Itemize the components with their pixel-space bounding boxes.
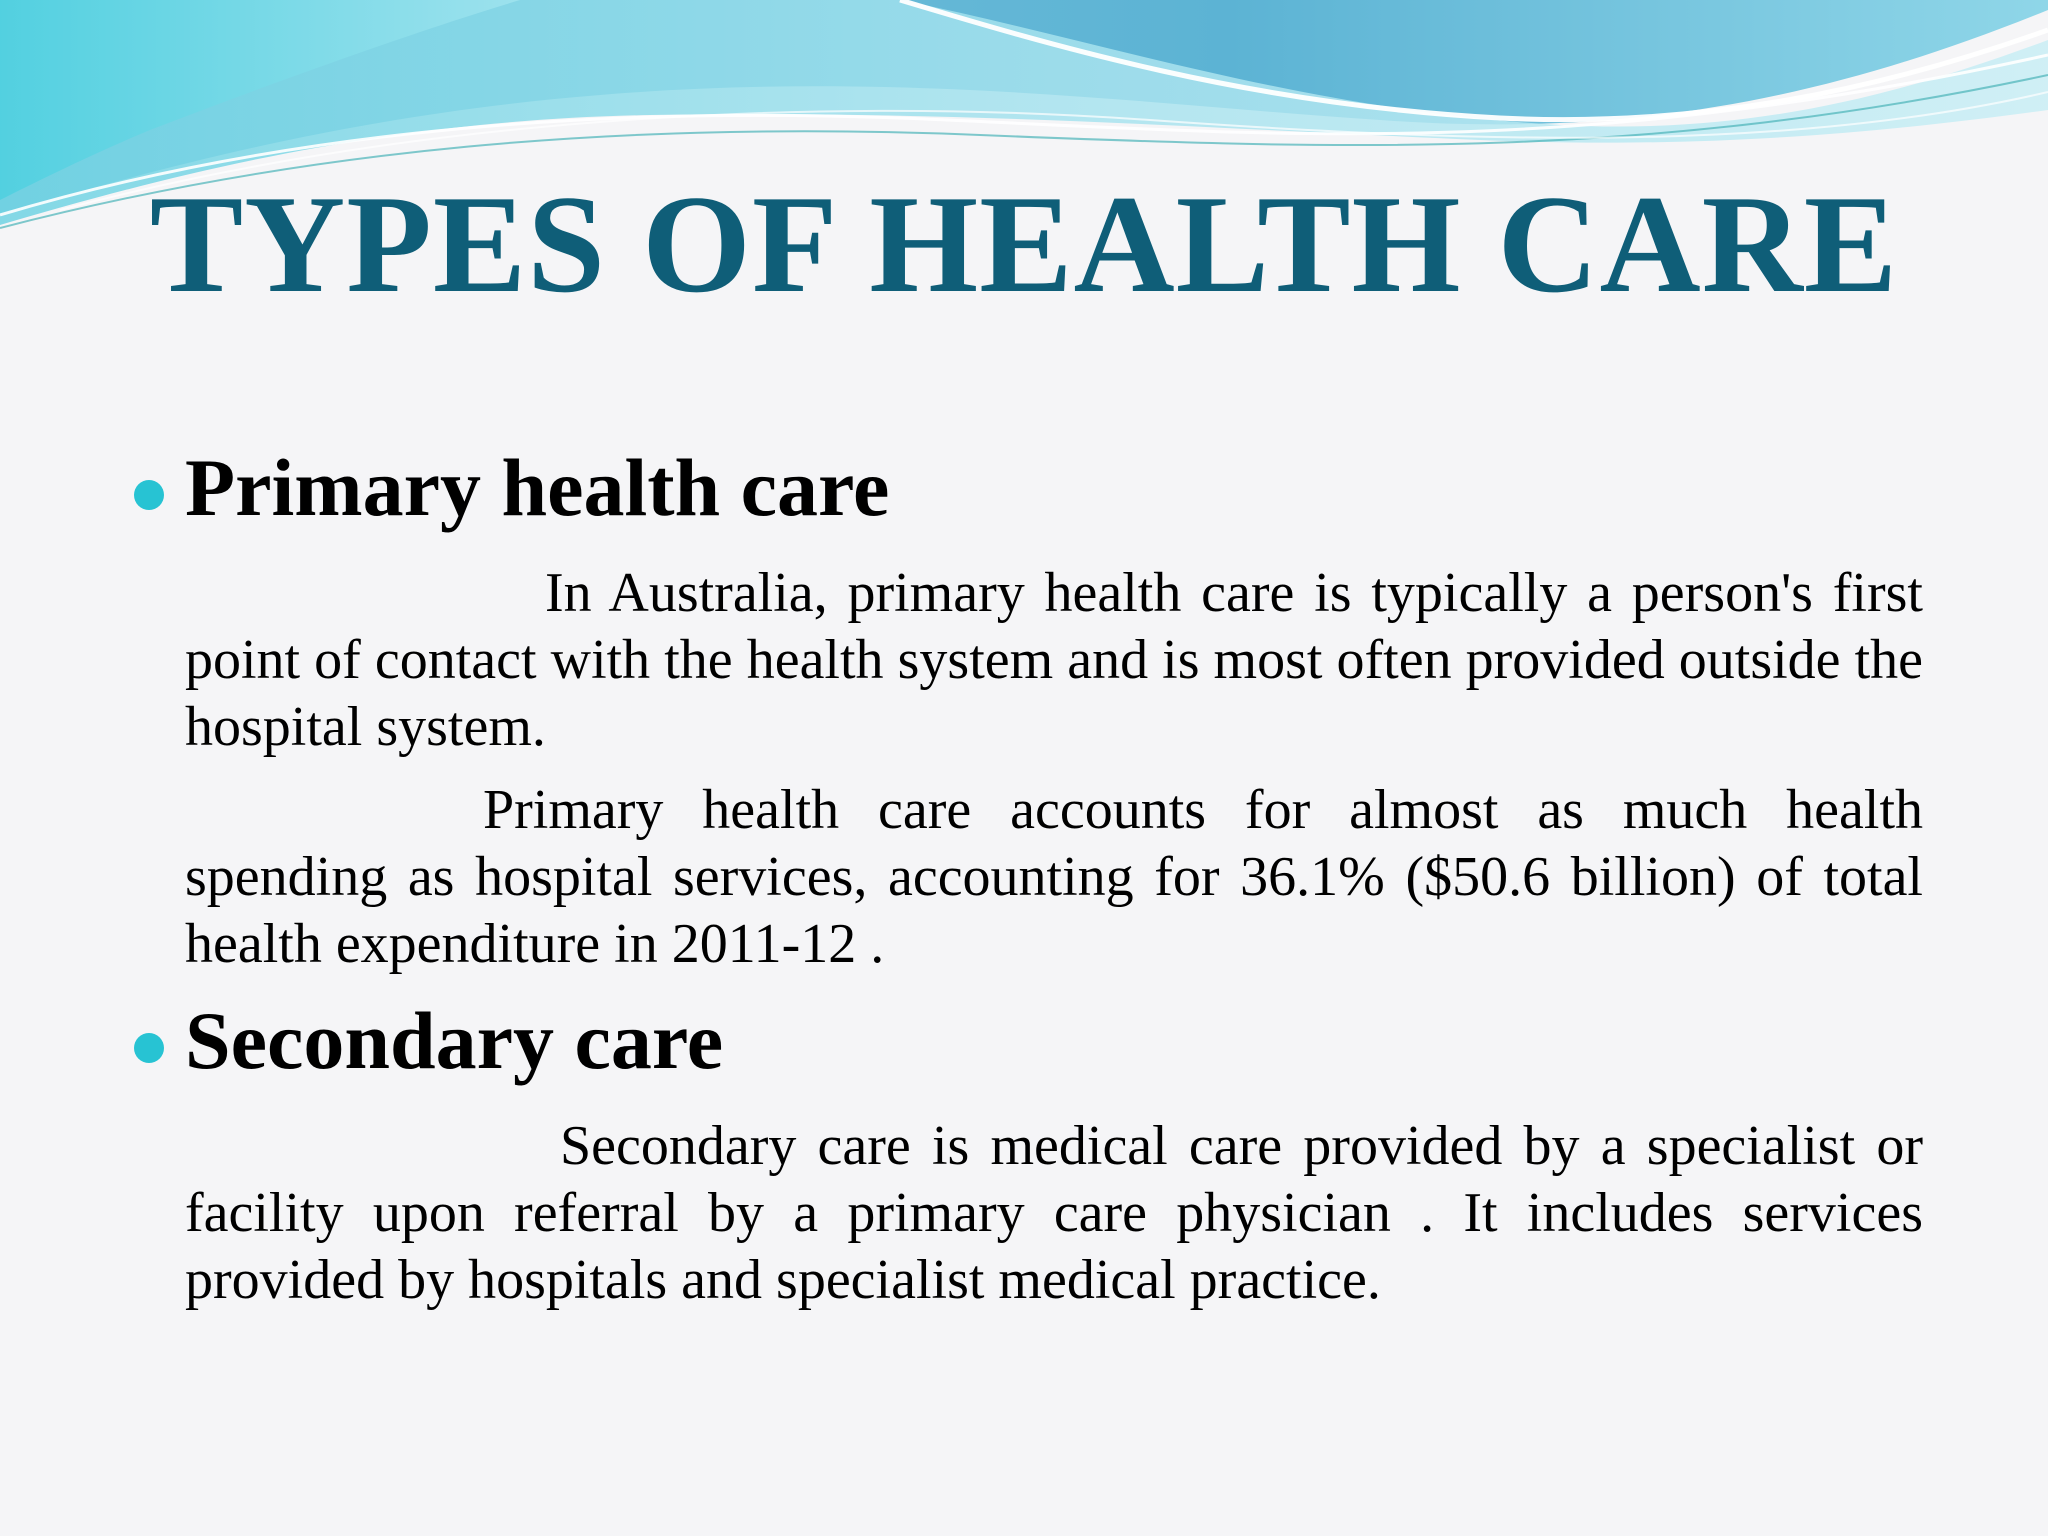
circle-bullet-icon <box>134 1033 164 1063</box>
circle-bullet-icon <box>134 480 164 510</box>
section-paragraph: In Australia, primary health care is typically a person's first point of contact with the health system and is most often provided outside the hospital system. <box>185 562 1923 758</box>
section-heading: Secondary care <box>185 995 724 1086</box>
section-paragraph: Primary health care accounts for almost as much health spending as hospital services, accounting for 36.1% ($50.6 billion) of total health expenditure in 2011-12 . <box>185 779 1923 975</box>
section-paragraph: Secondary care is medical care provided by a specialist or facility upon referral by a primary care physician . It includes services provided by hospitals and specialist medical practice. <box>185 1115 1923 1311</box>
section-heading: Primary health care <box>185 442 890 533</box>
slide-title: TYPES OF HEALTH CARE <box>149 167 1899 322</box>
